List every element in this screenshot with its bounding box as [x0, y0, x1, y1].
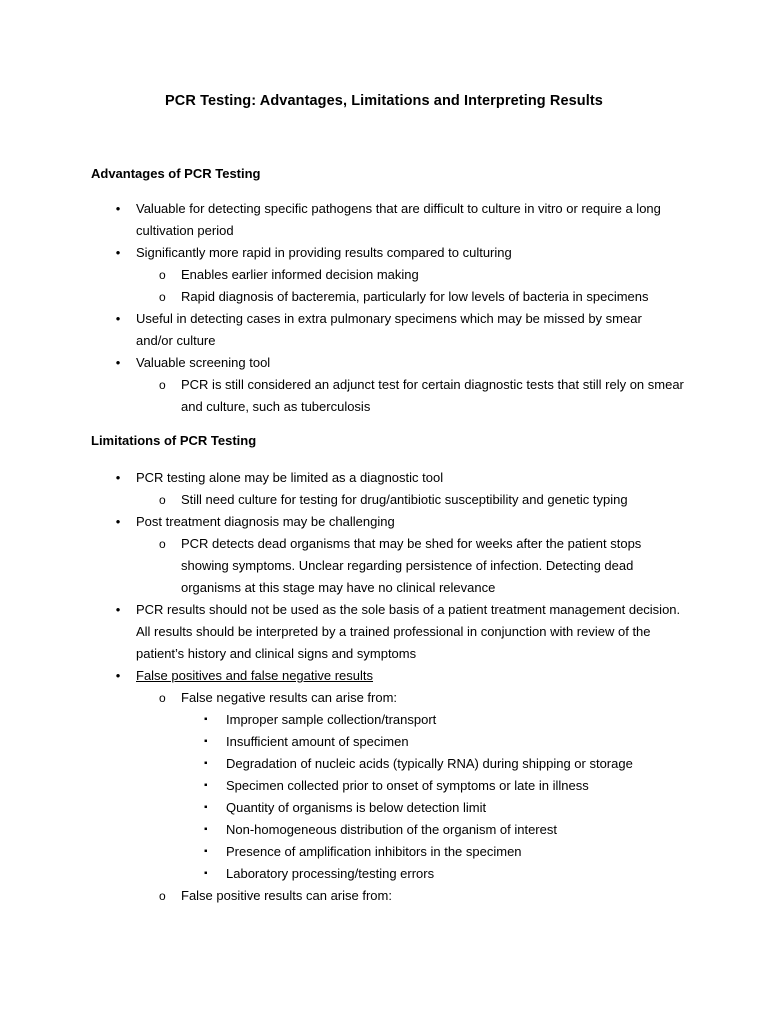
sub-list-item-text: Enables earlier informed decision making [181, 267, 419, 282]
square-bullet-icon: ▪ [204, 824, 208, 835]
list-item-text: Significantly more rapid in providing results compared to culturing [136, 245, 512, 260]
circle-bullet-icon: o [159, 378, 166, 392]
sub-sub-list-item-text: Degradation of nucleic acids (typically RNA) during shipping or storage [226, 756, 633, 771]
sub-sub-list-item-text: Insufficient amount of specimen [226, 734, 409, 749]
sub-list-item-text: False positive results can arise from: [181, 888, 392, 903]
sub-list-item-text: Still need culture for testing for drug/antibiotic susceptibility and genetic typing [181, 492, 628, 507]
list-item-text: Valuable screening tool [136, 355, 271, 370]
bullet-icon: • [115, 514, 121, 529]
section-heading-advantages: Advantages of PCR Testing [91, 166, 261, 181]
circle-bullet-icon: o [159, 691, 166, 705]
square-bullet-icon: ▪ [204, 868, 208, 879]
sub-list-item-text: Rapid diagnosis of bacteremia, particularly for low levels of bacteria in specimens [181, 289, 649, 304]
list-item-text: Useful in detecting cases in extra pulmonary specimens which may be missed by smear and/or culture [136, 311, 642, 348]
list-item-text: PCR results should not be used as the sole basis of a patient treatment management decision. All results should be interpreted by a trained professional in conjunction with review of the patient’s history and clinical signs and symptoms [136, 602, 681, 661]
square-bullet-icon: ▪ [204, 780, 208, 791]
circle-bullet-icon: o [159, 889, 166, 903]
square-bullet-icon: ▪ [204, 802, 208, 813]
circle-bullet-icon: o [159, 537, 166, 551]
square-bullet-icon: ▪ [204, 736, 208, 747]
sub-list-item-text: False negative results can arise from: [181, 690, 398, 705]
bullet-icon: • [115, 311, 121, 326]
sub-sub-list-item-text: Laboratory processing/testing errors [226, 866, 435, 881]
section-heading-limitations: Limitations of PCR Testing [91, 433, 257, 448]
sub-sub-list-item-text: Presence of amplification inhibitors in the specimen [226, 844, 522, 859]
sub-sub-list-item-text: Improper sample collection/transport [226, 712, 437, 727]
square-bullet-icon: ▪ [204, 846, 208, 857]
circle-bullet-icon: o [159, 493, 166, 507]
square-bullet-icon: ▪ [204, 714, 208, 725]
square-bullet-icon: ▪ [204, 758, 208, 769]
bullet-icon: • [115, 355, 121, 370]
list-item-text: PCR testing alone may be limited as a diagnostic tool [136, 470, 444, 485]
list-item-text: Post treatment diagnosis may be challenging [136, 514, 395, 529]
bullet-icon: • [115, 668, 121, 683]
sub-list-item-text: PCR detects dead organisms that may be shed for weeks after the patient stops showing symptoms. Unclear regarding persistence of infection. Detecting dead organisms at this stage may have no clinical relevance [181, 536, 642, 595]
bullet-icon: • [115, 245, 121, 260]
document-title: PCR Testing: Advantages, Limitations and Interpreting Results [165, 93, 603, 109]
sub-sub-list-item-text: Specimen collected prior to onset of symptoms or late in illness [226, 778, 589, 793]
circle-bullet-icon: o [159, 290, 166, 304]
list-item-text: False positives and false negative results [136, 668, 374, 683]
sub-sub-list-item-text: Non-homogeneous distribution of the organism of interest [226, 822, 557, 837]
circle-bullet-icon: o [159, 268, 166, 282]
sub-sub-list-item-text: Quantity of organisms is below detection limit [226, 800, 487, 815]
list-item-text: Valuable for detecting specific pathogens that are difficult to culture in vitro or require a long cultivation period [136, 201, 661, 238]
bullet-icon: • [115, 201, 121, 216]
sub-list-item-text: PCR is still considered an adjunct test for certain diagnostic tests that still rely on smear and culture, such as tuberculosis [181, 377, 684, 414]
bullet-icon: • [115, 470, 121, 485]
bullet-icon: • [115, 602, 121, 617]
